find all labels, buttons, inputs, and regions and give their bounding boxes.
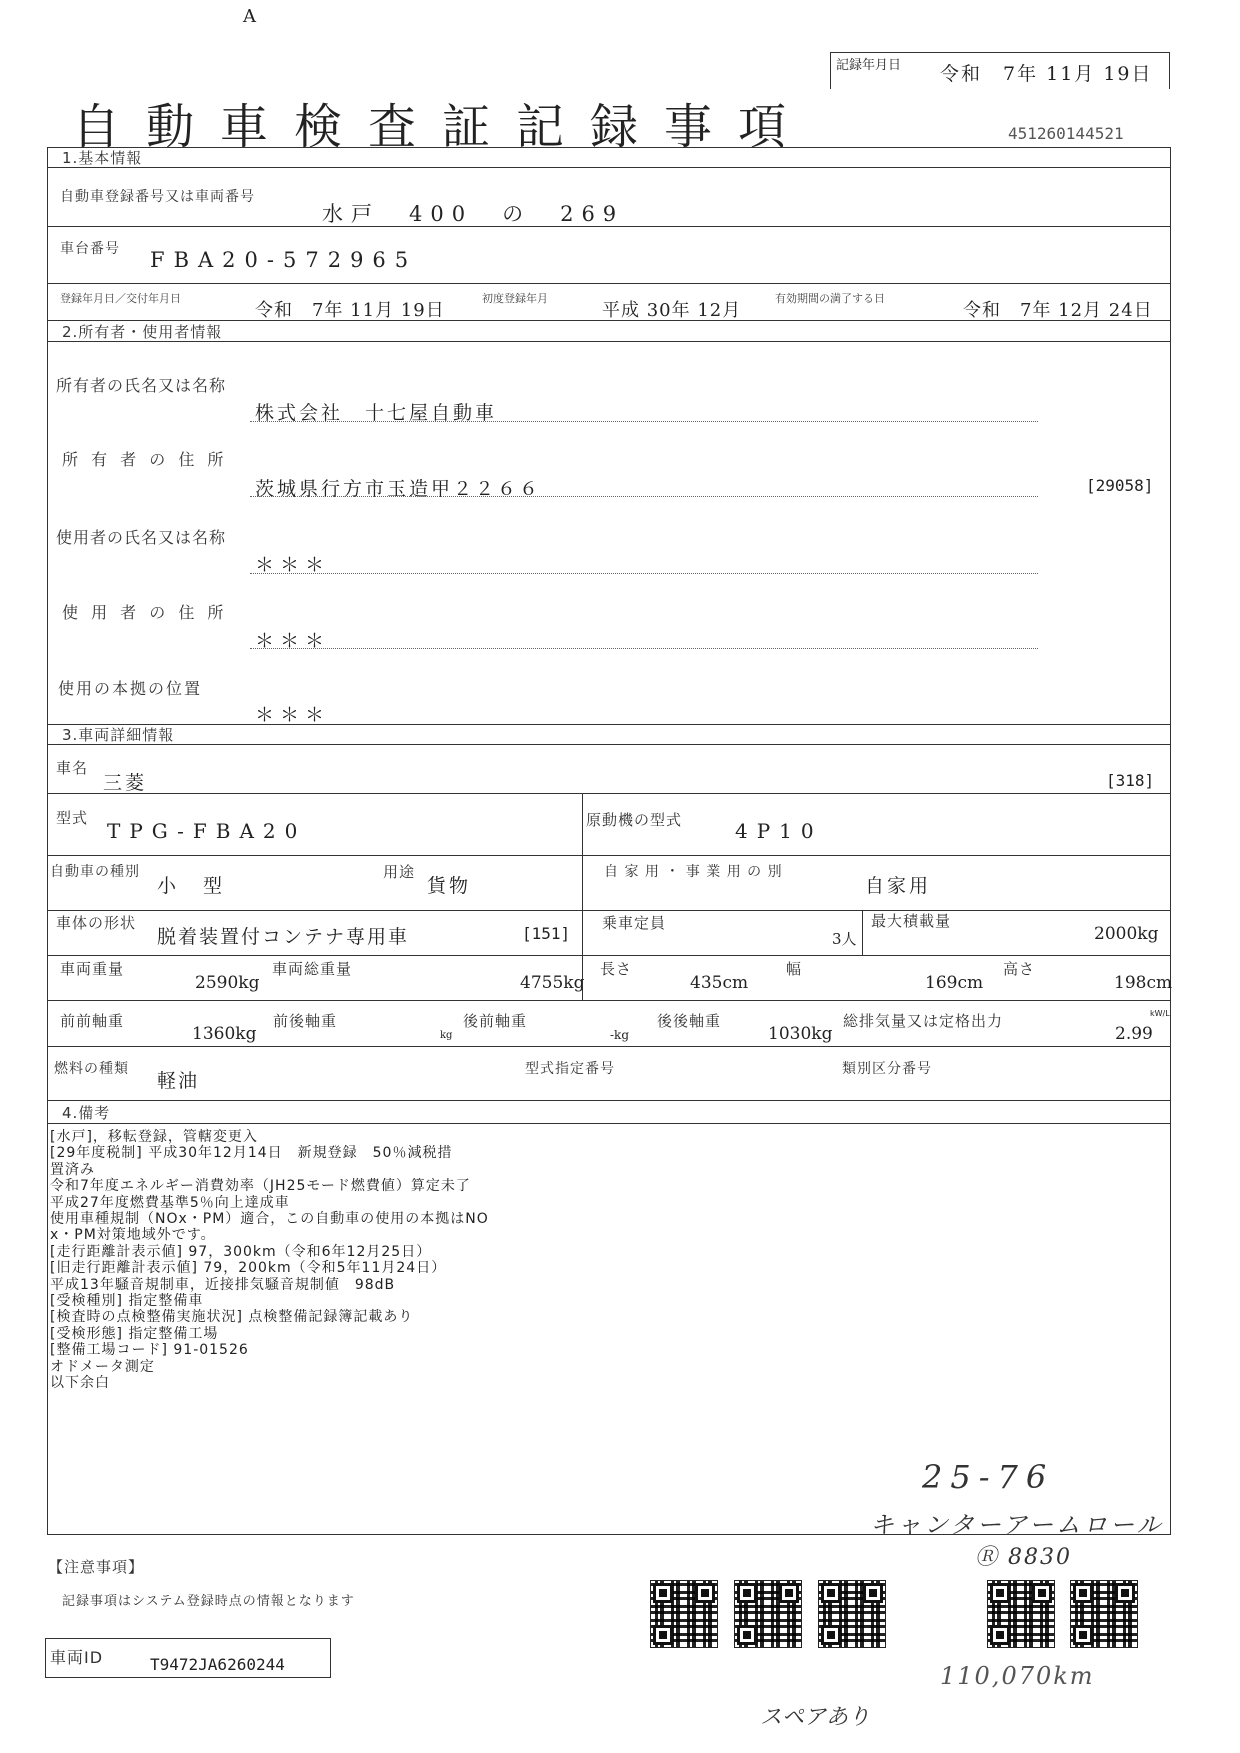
owner-address: 茨城県行方市玉造甲２２６６	[255, 478, 542, 500]
qr-code	[1070, 1580, 1138, 1648]
use-label: 用途	[383, 863, 416, 881]
gross-weight-label: 車両総重量	[272, 960, 353, 978]
front-front-axle-label: 前前軸重	[60, 1012, 125, 1030]
remarks-line: [検査時の点検整備実施状況] 点検整備記録簿記載あり	[50, 1309, 414, 1326]
remarks-line: [29年度税制] 平成30年12月14日 新規登録 50％減税措	[50, 1145, 453, 1162]
displacement: 2.99	[1115, 1024, 1153, 1044]
max-load: 2000kg	[1094, 924, 1159, 944]
remarks-line: 以下余白	[50, 1375, 110, 1392]
registration-number-label: 自動車登録番号又は車両番号	[60, 189, 255, 205]
front-rear-axle-label: 前後軸重	[273, 1012, 338, 1030]
divider	[250, 573, 1038, 574]
front-rear-axle: kg	[440, 1030, 453, 1041]
width: 169cm	[925, 973, 984, 993]
notes-title: 【注意事項】	[48, 1558, 145, 1576]
remarks-line: オドメータ測定	[50, 1358, 155, 1375]
handwritten-note: 25-76	[922, 1458, 1055, 1496]
rear-rear-axle: 1030kg	[768, 1024, 833, 1044]
private-business-label: 自 家 用 ・ 事 業 用 の 別	[604, 864, 783, 880]
record-date-value: 令和 7年 11月 19日	[940, 63, 1153, 85]
model: TPG-FBA20	[107, 819, 307, 843]
make-code: [318]	[1106, 771, 1155, 790]
remarks-block	[50, 1129, 489, 1392]
divider	[47, 724, 1171, 725]
qr-code	[650, 1580, 718, 1648]
divider	[47, 910, 1171, 911]
divider	[47, 1123, 1171, 1124]
divider	[47, 793, 1171, 794]
divider	[250, 648, 1038, 649]
user-address: ＊＊＊	[255, 630, 331, 652]
fuel-label: 燃料の種類	[54, 1061, 129, 1077]
section-owner-info: 2.所有者・使用者情報	[62, 323, 223, 341]
divider	[47, 955, 1171, 956]
divider	[582, 910, 583, 955]
form-letter: A	[243, 6, 256, 27]
divider	[862, 910, 863, 955]
divider	[47, 1046, 1171, 1047]
divider	[47, 167, 1171, 168]
vehicle-weight: 2590kg	[195, 973, 260, 993]
qr-code	[987, 1580, 1055, 1648]
use: 貨物	[427, 875, 472, 897]
width-label: 幅	[786, 960, 803, 978]
remarks-line: [受検種別] 指定整備車	[50, 1293, 204, 1310]
remarks-line: [水戸]，移転登録，管轄変更入	[50, 1129, 258, 1145]
owner-name-label: 所有者の氏名又は名称	[56, 376, 227, 395]
engine-label: 原動機の型式	[586, 811, 683, 829]
body-shape: 脱着装置付コンテナ専用車	[157, 926, 410, 948]
qr-code	[818, 1580, 886, 1648]
gross-weight: 4755kg	[520, 973, 585, 993]
qr-code	[734, 1580, 802, 1648]
displacement-label: 総排気量又は定格出力	[843, 1012, 1004, 1030]
rear-front-axle: -kg	[610, 1028, 630, 1042]
remarks-line: 使用車種規制（NOx・PM）適合，この自動車の使用の本拠はNO	[50, 1211, 489, 1228]
user-name-label: 使用者の氏名又は名称	[56, 528, 227, 547]
remarks-line: [受検形態] 指定整備工場	[50, 1325, 219, 1342]
remarks-line: x・PM対策地域外です。	[50, 1227, 216, 1244]
divider	[582, 855, 583, 910]
max-load-label: 最大積載量	[871, 912, 952, 930]
vehicle-id: T9472JA6260244	[150, 1655, 285, 1674]
divider	[250, 421, 1038, 422]
remarks-line: 令和7年度エネルギー消費効率（JH25モード燃費値）算定未了	[50, 1178, 471, 1195]
divider	[47, 341, 1171, 342]
owner-name: 株式会社 十七屋自動車	[255, 402, 498, 424]
section-vehicle-info: 3.車両詳細情報	[62, 726, 175, 744]
height-label: 高さ	[1003, 960, 1036, 978]
handwritten-mileage: 110,070km	[940, 1662, 1095, 1690]
record-date-label: 記録年月日	[836, 58, 902, 73]
vehicle-weight-label: 車両重量	[60, 960, 125, 978]
expiry-label: 有効期間の満了する日	[775, 292, 885, 305]
fuel: 軽油	[157, 1070, 200, 1092]
divider	[47, 855, 1171, 856]
private-business: 自家用	[865, 875, 932, 897]
body-shape-code: [151]	[522, 924, 571, 943]
vehicle-kind-label: 自動車の種別	[50, 864, 140, 880]
notes-text: 記録事項はシステム登録時点の情報となります	[62, 1594, 355, 1609]
category-number-label: 類別区分番号	[842, 1061, 932, 1077]
first-registration-label: 初度登録年月	[482, 292, 548, 305]
first-registration: 平成 30年 12月	[602, 300, 742, 321]
registration-number: 水戸 400 の 269	[322, 202, 625, 226]
remarks-line: 平成13年騒音規制車，近接排気騒音規制値 98dB	[50, 1276, 396, 1293]
rear-rear-axle-label: 後後軸重	[657, 1012, 722, 1030]
front-front-axle: 1360kg	[192, 1024, 257, 1044]
capacity: 3人	[832, 930, 857, 948]
base-location-label: 使用の本拠の位置	[58, 679, 203, 698]
section-remarks: 4.備考	[62, 1104, 111, 1122]
registration-date-label: 登録年月日／交付年月日	[60, 292, 181, 305]
rear-front-axle-label: 後前軸重	[463, 1012, 528, 1030]
remarks-line: [走行距離計表示値] 97，300km（令和6年12月25日）	[50, 1243, 432, 1260]
registration-date: 令和 7年 11月 19日	[255, 300, 445, 321]
chassis-number: FBA20-572965	[150, 248, 418, 272]
displacement-unit: kW/L	[1150, 1009, 1170, 1018]
make: 三菱	[103, 772, 148, 794]
expiry-date: 令和 7年 12月 24日	[963, 300, 1153, 321]
owner-address-code: [29058]	[1086, 476, 1154, 495]
body-shape-label: 車体の形状	[56, 914, 137, 932]
engine-model: 4P10	[735, 819, 823, 843]
length: 435cm	[690, 973, 749, 993]
user-name: ＊＊＊	[255, 554, 331, 576]
section-basic-info: 1.基本情報	[62, 149, 143, 167]
make-label: 車名	[56, 759, 89, 777]
remarks-line: [整備工場コード] 91-01526	[50, 1342, 249, 1359]
divider	[47, 1100, 1171, 1101]
divider	[47, 1000, 1171, 1001]
type-designation-label: 型式指定番号	[525, 1061, 615, 1077]
vehicle-kind: 小 型	[157, 875, 227, 897]
document-number: 451260144521	[1008, 124, 1124, 143]
chassis-number-label: 車台番号	[60, 241, 120, 257]
handwritten-note: キャンターアームロール	[870, 1511, 1164, 1539]
handwritten-spare-note: スペアあり	[760, 1705, 871, 1730]
page-title: 自動車検査証記録事項	[72, 99, 813, 155]
owner-address-label: 所 有 者 の 住 所	[62, 450, 228, 469]
remarks-line: [旧走行距離計表示値] 79，200km（令和5年11月24日）	[50, 1260, 447, 1277]
divider	[582, 793, 583, 855]
remarks-line: 置済み	[50, 1161, 95, 1178]
vehicle-id-label: 車両ID	[50, 1648, 104, 1667]
handwritten-note: Ⓡ 8830	[975, 1545, 1072, 1570]
divider	[47, 744, 1171, 745]
divider	[250, 496, 1038, 497]
capacity-label: 乗車定員	[602, 914, 667, 932]
divider	[47, 226, 1171, 227]
divider	[47, 283, 1171, 284]
length-label: 長さ	[600, 960, 633, 978]
remarks-line: 平成27年度燃費基準5％向上達成車	[50, 1194, 290, 1211]
model-label: 型式	[56, 809, 89, 827]
divider	[582, 955, 583, 1000]
height: 198cm	[1114, 973, 1173, 993]
base-location: ＊＊＊	[255, 704, 331, 726]
user-address-label: 使 用 者 の 住 所	[62, 603, 228, 622]
